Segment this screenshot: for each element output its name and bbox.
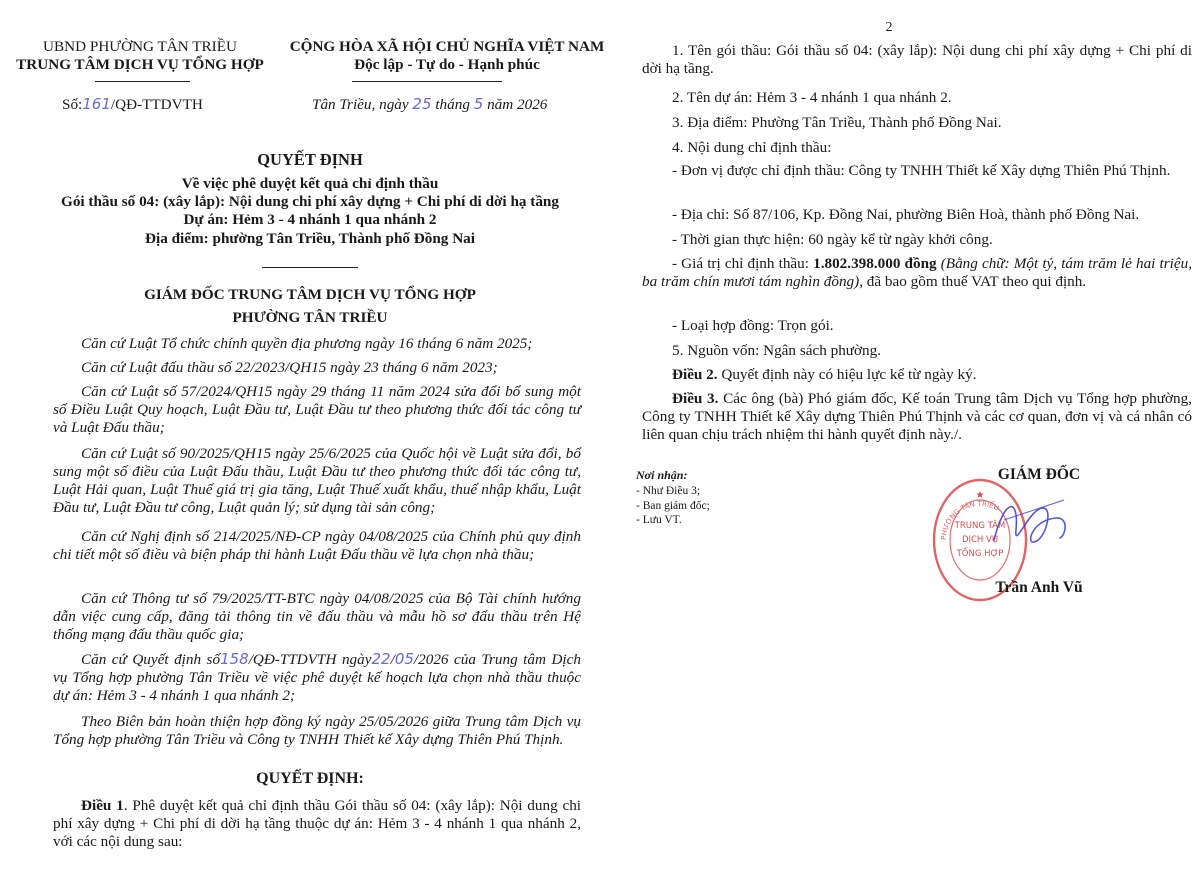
document-subtitle [15, 175, 605, 248]
document-number [62, 96, 203, 114]
authority-heading [30, 284, 590, 330]
seal-ring-text: PHƯỜNG TÂN TRIỀU [939, 499, 1001, 541]
issuer-block [10, 38, 270, 74]
legal-basis-5: Căn cứ Nghị định số 214/2025/NĐ-CP ngày 04/08/2025 của Chính phủ quy định chi tiết một số điều và biện pháp thi hành Luật Đấu thầu về lựa chọn nhà thầu; [53, 528, 581, 563]
doc-number-handwritten: 161 [82, 95, 111, 113]
authority-line: PHƯỜNG TÂN TRIỀU [232, 308, 388, 326]
item-contract-type: - Loại hợp đồng: Trọn gói. [672, 317, 834, 334]
subtitle-line: Dự án: Hẻm 3 - 4 nhánh 1 qua nhánh 2 [183, 211, 437, 229]
item-contractor: - Đơn vị được chỉ định thầu: Công ty TNHH Thiết kế Xây dựng Thiên Phú Thịnh. [672, 162, 1171, 179]
qd-ref-day-handwritten: 22 [371, 650, 391, 668]
recipient-item: - Như Điều 3; [636, 484, 701, 497]
qd-ref-rest: /2026 của Trung tâm Dịch vụ Tổng hợp phường Tân Triều về việc phê duyệt kế hoạch lựa chọn nhà thầu thuộc dự án: Hẻm 3 - 4 nhánh 1 qua nhánh 2; [53, 651, 581, 704]
document-title: QUYẾT ĐỊNH [257, 150, 363, 169]
recipients-block [636, 468, 836, 528]
article-1-text: . Phê duyệt kết quả chỉ định thầu Gói thầu số 04: (xây lắp): Nội dung chi phí xây dựng + Chi phí di dời hạ tầng thuộc dự án: Hẻm 3 - 4 nhánh 1 qua nhánh 2, với các nội dung sau: [53, 797, 582, 850]
motto: Độc lập - Tự do - Hạnh phúc [354, 55, 540, 73]
qd-ref-month-handwritten: 05 [394, 650, 414, 668]
qd-ref-prefix: Căn cứ Quyết định số [81, 651, 221, 668]
recipient-item: - Lưu VT. [636, 514, 682, 527]
date-month-handwritten: 5 [473, 95, 484, 113]
subtitle-line: Gói thầu số 04: (xây lắp): Nội dung chi phí xây dựng + Chi phí di dời hạ tầng [61, 193, 559, 211]
seal-line: DỊCH VỤ [961, 535, 999, 545]
date-month-label: tháng [435, 96, 470, 113]
seal-star-icon: ★ [975, 490, 985, 501]
issuer-underline [95, 81, 190, 82]
date-day-handwritten: 25 [412, 95, 432, 113]
doc-number-suffix: /QĐ-TTDVTH [110, 96, 203, 113]
price-amount: 1.802.398.000 đồng [813, 255, 937, 272]
recipients-title: Nơi nhận: [636, 468, 688, 482]
subtitle-line: Về việc phê duyệt kết quả chỉ định thầu [181, 175, 439, 192]
legal-basis-7: Căn cứ Quyết định số158/QĐ-TTDVTH ngày22/05/2026 của Trung tâm Dịch vụ Tổng hợp phường Tân Triều về việc phê duyệt kế hoạch lựa chọn nhà thầu thuộc dự án: Hẻm 3 - 4 nhánh 1 qua nhánh 2; [53, 650, 581, 704]
completion-minutes: Theo Biên bản hoàn thiện hợp đồng ký ngày 25/05/2026 giữa Trung tâm Dịch vụ Tổng hợp phường Tân Triều và Công ty TNHH Thiết kế Xây dựng Thiên Phú Thịnh. [53, 713, 581, 748]
article-2-label: Điều 2. [672, 366, 718, 383]
legal-basis-2: Căn cứ Luật đấu thầu số 22/2023/QH15 ngày 23 tháng 6 năm 2023; [81, 359, 498, 376]
article-1 [53, 797, 581, 851]
signer-name: Trần Anh Vũ [995, 579, 1083, 596]
item-funding: 5. Nguồn vốn: Ngân sách phường. [672, 342, 882, 359]
title-underline [262, 267, 358, 268]
seal-line: TRUNG TÂM [954, 521, 1006, 531]
signer-title: GIÁM ĐỐC [997, 466, 1081, 483]
qd-ref-mid: /QĐ-TTDVTH ngày [248, 651, 372, 668]
seal-line: TỔNG HỢP [956, 549, 1004, 559]
legal-basis-6: Căn cứ Thông tư số 79/2025/TT-BTC ngày 04/08/2025 của Bộ Tài chính hướng dẫn việc cung cấp, đăng tải thông tin về đấu thầu và mẫu hồ sơ đấu thầu trên Hệ thống mạng đấu thầu quốc gia; [53, 590, 581, 643]
signature [974, 480, 1084, 570]
country-name: CỘNG HÒA XÃ HỘI CHỦ NGHĨA VIỆT NAM [289, 38, 605, 55]
legal-basis-1: Căn cứ Luật Tổ chức chính quyền địa phương ngày 16 tháng 6 năm 2025; [81, 335, 533, 352]
item-address: - Địa chỉ: Số 87/106, Kp. Đồng Nai, phường Biên Hoà, thành phố Đồng Nai. [672, 206, 1140, 223]
article-2-text: Quyết định này có hiệu lực kể từ ngày ký. [717, 366, 977, 383]
article-3-text: Các ông (bà) Phó giám đốc, Kế toán Trung tâm Dịch vụ Tổng hợp phường, Công ty TNHH Thiết kế Xây dựng Thiên Phú Thịnh và các cơ quan, đơn vị và cá nhân có liên quan chịu trách nhiệm thi hành quyết định này./. [642, 390, 1193, 443]
date-year: năm 2026 [487, 96, 548, 113]
item-location: 3. Địa điểm: Phường Tân Triều, Thành phố Đồng Nai. [672, 114, 1002, 131]
article-3 [642, 390, 1192, 444]
article-2 [642, 366, 1192, 384]
authority-line: GIÁM ĐỐC TRUNG TÂM DỊCH VỤ TỔNG HỢP [144, 286, 476, 303]
issuer-line-2: TRUNG TÂM DỊCH VỤ TỔNG HỢP [16, 55, 264, 73]
item-package-name: 1. Tên gói thầu: Gói thầu số 04: (xây lắp): Nội dung chi phí xây dựng + Chi phí di dời hạ tầng. [642, 42, 1192, 77]
legal-basis-4: Căn cứ Luật số 90/2025/QH15 ngày 25/6/2025 của Quốc hội về Luật sửa đổi, bổ sung một số điều của Luật Đấu thầu, Luật Đầu tư theo phương thức đối tác công tư, Luật Hải quan, Luật Thuế giá trị gia tăng, Luật Thuế xuất khẩu, thuế nhập khẩu, Luật Đầu tư, Luật Đầu tư công, Luật quản lý; sử dụng tài sản công; [53, 445, 581, 516]
price-prefix: - Giá trị chỉ định thầu: [672, 255, 814, 272]
motto-underline [352, 81, 502, 82]
document-page-2 [604, 0, 1200, 876]
doc-number-prefix: Số: [62, 96, 83, 113]
national-header [282, 38, 612, 74]
article-1-label: Điều 1 [81, 797, 124, 814]
price-in-words: (Bằng chữ: Một tỷ, tám trăm lẻ hai triệu, ba trăm chín mươi tám nghìn đồng) [642, 255, 1192, 290]
subtitle-line: Địa điểm: phường Tân Triều, Thành phố Đồng Nai [145, 229, 475, 247]
item-designation-content: 4. Nội dung chỉ định thầu: [672, 139, 832, 156]
date-prefix: Tân Triều, ngày [312, 96, 409, 113]
qd-ref-number-handwritten: 158 [220, 650, 249, 668]
item-duration: - Thời gian thực hiện: 60 ngày kể từ ngày khởi công. [672, 231, 993, 248]
issue-date [312, 96, 547, 114]
item-project-name: 2. Tên dự án: Hẻm 3 - 4 nhánh 1 qua nhánh 2. [672, 89, 952, 106]
item-contract-value [642, 255, 1192, 291]
article-3-label: Điều 3. [672, 390, 719, 407]
page-number: 2 [885, 20, 893, 35]
decision-heading: QUYẾT ĐỊNH: [256, 770, 364, 787]
legal-basis-3: Căn cứ Luật số 57/2024/QH15 ngày 29 tháng 11 năm 2024 sửa đổi bổ sung một số Điều Luật Quy hoạch, Luật Đầu tư, Luật Đầu tư theo phương thức đối tác công tư và Luật Đấu thầu; [53, 383, 581, 436]
recipient-item: - Ban giám đốc; [636, 499, 710, 512]
price-suffix: , đã bao gồm thuế VAT theo qui định. [859, 272, 1087, 290]
issuer-line-1: UBND PHƯỜNG TÂN TRIỀU [43, 38, 237, 55]
